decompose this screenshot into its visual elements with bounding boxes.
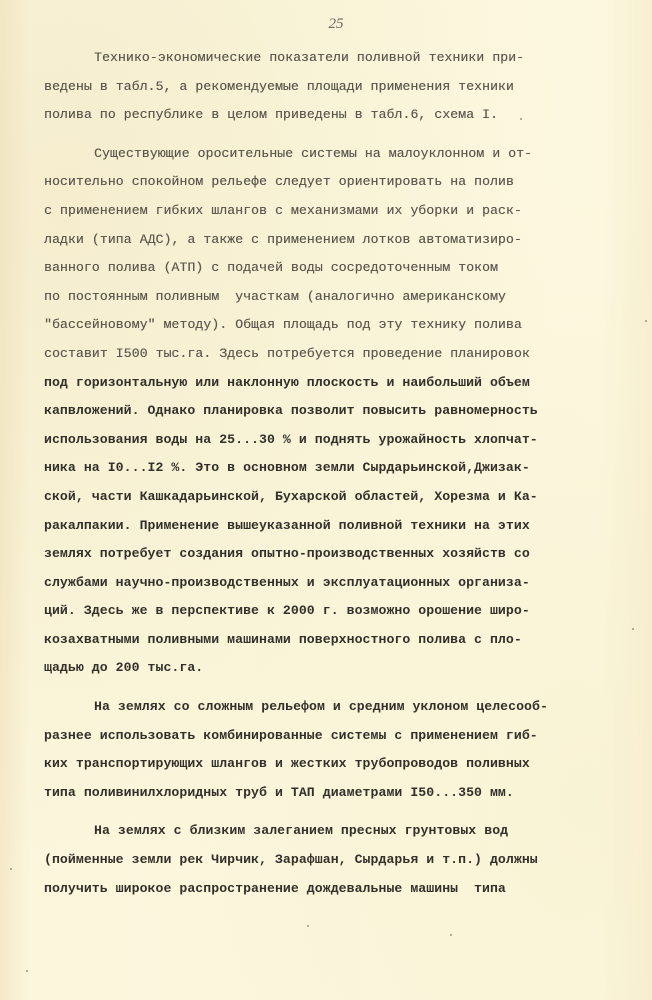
paper-speck <box>645 320 647 322</box>
paper-speck <box>10 868 12 870</box>
text-line: "бассейновому" методу). Общая площадь под эту технику полива <box>44 317 522 333</box>
text-line: типа поливинилхлоридных труб и ТАП диаметрами I50...350 мм. <box>44 784 514 800</box>
text-line: землях потребует создания опытно-производственных хозяйств со <box>44 546 530 562</box>
paragraph-2 <box>44 140 624 683</box>
paragraph-1 <box>44 44 624 130</box>
text-line: ракалпакии. Применение вышеуказанной поливной техники на этих <box>44 517 530 533</box>
page-number: 25 <box>328 16 344 32</box>
text-line: На землях с близким залеганием пресных грунтовых вод <box>94 823 509 839</box>
text-line: ника на I0...I2 %. Это в основном земли Сырдарьинской,Джизак- <box>44 460 530 476</box>
text-line: с применением гибких шлангов с механизмами их уборки и раск- <box>44 202 522 218</box>
text-line: капвложений. Однако планировка позволит повысить равномерность <box>44 403 538 419</box>
text-line: полива по республике в целом приведены в табл.6, схема I. <box>44 107 498 123</box>
document-body <box>44 44 624 903</box>
text-line: Технико-экономические показатели поливной техники при- <box>94 50 525 65</box>
paper-speck <box>450 934 452 936</box>
text-line: козахватными поливными машинами поверхностного полива с пло- <box>44 631 522 647</box>
text-line: службами научно-производственных и эксплуатационных организа- <box>44 574 530 590</box>
text-line: под горизонтальную или наклонную плоскость и наибольший объем <box>44 374 530 390</box>
paper-speck <box>307 925 309 927</box>
text-line: ской, части Кашкадарьинской, Бухарской областей, Хорезма и Ка- <box>44 488 538 504</box>
text-line: носительно спокойном рельефе следует ориентировать на полив <box>44 174 514 190</box>
text-line: получить широкое распространение дождевальные машины типа <box>44 880 506 896</box>
text-line: ведены в табл.5, а рекомендуемые площади применения техники <box>44 78 514 94</box>
paper-speck <box>26 970 28 972</box>
text-line: по постоянным поливным участкам (аналогично американскому <box>44 288 506 304</box>
paper-speck <box>520 118 522 120</box>
paper-speck <box>632 628 634 630</box>
text-line: щадью до 200 тыс.га. <box>44 660 204 676</box>
text-line: разнее использовать комбинированные системы с применением гиб- <box>44 727 538 743</box>
text-line: Существующие оросительные системы на малоуклонном и от- <box>94 145 533 161</box>
text-line: использования воды на 25...30 % и поднять урожайность хлопчат- <box>44 431 538 447</box>
text-line: ванного полива (АТП) с подачей воды сосредоточенным током <box>44 260 498 276</box>
text-line: На землях со сложным рельефом и средним уклоном целесооб- <box>94 699 548 715</box>
text-line: ций. Здесь же в перспективе к 2000 г. возможно орошение широ- <box>44 603 530 619</box>
text-line: составит I500 тыс.га. Здесь потребуется проведение планировок <box>44 345 530 361</box>
paragraph-4 <box>44 817 624 903</box>
text-line: (пойменные земли рек Чирчик, Зарафшан, Сырдарья и т.п.) должны <box>44 852 538 868</box>
text-line: ких транспортирующих шлангов и жестких трубопроводов поливных <box>44 756 530 772</box>
text-line: ладки (типа АДС), а также с применением лотков автоматизиро- <box>44 231 522 247</box>
paragraph-3 <box>44 693 624 807</box>
